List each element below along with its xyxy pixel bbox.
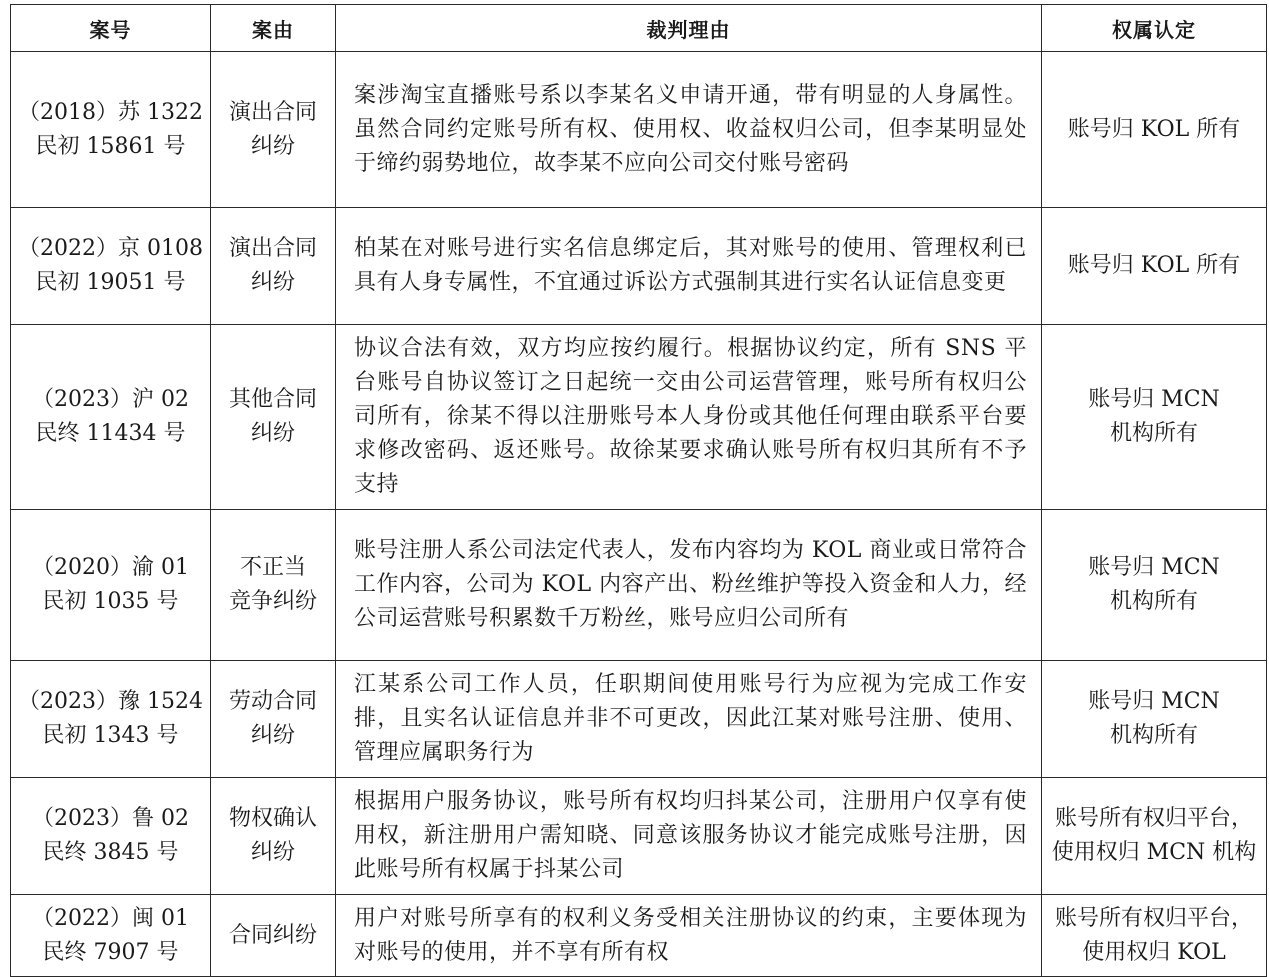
cause-line-1: 物权确认 <box>228 806 317 831</box>
cause-line-2: 纠纷 <box>250 723 295 748</box>
ownership-line-1: 账号所有权归平台， <box>1054 806 1253 831</box>
reasoning-cell: 账号注册人系公司法定代表人，发布内容均为 KOL 商业或日常符合工作内容，公司为 KOL 内容产出、粉丝维护等投入资金和人力，经公司运营账号积累数千万粉丝，账号应归公司所有 <box>336 510 1042 661</box>
case-number-cell <box>11 778 211 895</box>
reasoning-cell: 用户对账号所享有的权利义务受相关注册协议的约束，主要体现为对账号的使用，并不享有所有权 <box>336 895 1042 977</box>
cause-line-1: 其他合同 <box>228 387 317 412</box>
cause-cell <box>211 510 336 661</box>
ownership-line-2: 机构所有 <box>1109 421 1198 446</box>
case-number-line-1: （2023）豫 1524 <box>18 689 203 714</box>
case-number-line-2: 民初 15861 号 <box>35 133 186 159</box>
ownership-cell <box>1042 661 1267 778</box>
cause-line-1: 劳动合同 <box>228 689 317 714</box>
ownership-line-2: 机构所有 <box>1109 723 1198 748</box>
cause-line-1: 合同纠纷 <box>228 922 317 948</box>
case-number-cell <box>11 325 211 510</box>
ownership-line-2: 机构所有 <box>1109 589 1198 614</box>
header-case-no: 案号 <box>11 5 211 52</box>
ownership-line-1: 账号归 MCN <box>1088 555 1220 580</box>
cause-line-2: 纠纷 <box>250 840 295 865</box>
ownership-cell <box>1042 778 1267 895</box>
ownership-line-1: 账号归 MCN <box>1088 689 1220 714</box>
case-number-cell <box>11 510 211 661</box>
case-number-line-2: 民初 19051 号 <box>35 270 186 295</box>
table-row <box>11 325 1267 510</box>
case-number-line-1: （2022）京 0108 <box>18 236 203 261</box>
table-row <box>11 510 1267 661</box>
ownership-line-2: 使用权归 MCN 机构 <box>1051 840 1257 865</box>
cause-line-1: 演出合同 <box>228 99 317 125</box>
reasoning-cell: 根据用户服务协议，账号所有权均归抖某公司，注册用户仅享有使用权，新注册用户需知晓、同意该服务协议才能完成账号注册，因此账号所有权属于抖某公司 <box>336 778 1042 895</box>
cause-cell <box>211 52 336 208</box>
cause-line-2: 纠纷 <box>250 133 295 159</box>
case-number-cell <box>11 895 211 977</box>
table-row <box>11 208 1267 325</box>
case-number-cell <box>11 208 211 325</box>
table-row <box>11 895 1267 977</box>
cause-line-1: 不正当 <box>239 555 306 580</box>
cause-line-2: 纠纷 <box>250 421 295 446</box>
table-row <box>11 778 1267 895</box>
header-row <box>11 5 1267 52</box>
cause-line-1: 演出合同 <box>228 236 317 261</box>
case-number-line-2: 民初 1343 号 <box>42 723 179 748</box>
case-number-line-1: （2020）渝 01 <box>32 555 189 580</box>
ownership-line-2: 使用权归 KOL <box>1082 939 1226 965</box>
ownership-line-1: 账号归 KOL 所有 <box>1067 253 1241 278</box>
case-table-container <box>10 4 1266 977</box>
cause-cell <box>211 208 336 325</box>
cause-cell <box>211 778 336 895</box>
case-number-cell <box>11 52 211 208</box>
cause-cell <box>211 325 336 510</box>
ownership-line-1: 账号归 KOL 所有 <box>1067 116 1241 142</box>
case-number-line-1: （2018）苏 1322 <box>18 99 203 125</box>
ownership-cell <box>1042 895 1267 977</box>
table-row <box>11 661 1267 778</box>
ownership-cell <box>1042 208 1267 325</box>
header-ownership: 权属认定 <box>1042 5 1267 52</box>
cause-line-2: 纠纷 <box>250 270 295 295</box>
reasoning-cell: 案涉淘宝直播账号系以李某名义申请开通，带有明显的人身属性。虽然合同约定账号所有权、使用权、收益权归公司，但李某明显处于缔约弱势地位，故李某不应向公司交付账号密码 <box>336 52 1042 208</box>
ownership-cell <box>1042 52 1267 208</box>
case-number-line-2: 民终 7907 号 <box>42 939 179 965</box>
cause-cell <box>211 895 336 977</box>
ownership-line-1: 账号归 MCN <box>1088 387 1220 412</box>
case-number-line-1: （2023）鲁 02 <box>32 806 189 831</box>
case-number-cell <box>11 661 211 778</box>
case-number-line-2: 民终 3845 号 <box>42 840 179 865</box>
case-table <box>10 4 1267 977</box>
case-number-line-2: 民初 1035 号 <box>42 589 179 614</box>
cause-line-2: 竞争纠纷 <box>228 589 317 614</box>
table-row <box>11 52 1267 208</box>
reasoning-cell: 协议合法有效，双方均应按约履行。根据协议约定，所有 SNS 平台账号自协议签订之日起统一交由公司运营管理，账号所有权归公司所有，徐某不得以注册账号本人身份或其他任何理由联系平台要求修改密码、返还账号。故徐某要求确认账号所有权归其所有不予支持 <box>336 325 1042 510</box>
case-number-line-1: （2022）闽 01 <box>32 905 189 931</box>
header-cause: 案由 <box>211 5 336 52</box>
ownership-cell <box>1042 510 1267 661</box>
case-number-line-1: （2023）沪 02 <box>32 387 189 412</box>
ownership-line-1: 账号所有权归平台， <box>1054 905 1253 931</box>
reasoning-cell: 江某系公司工作人员，任职期间使用账号行为应视为完成工作安排，且实名认证信息并非不可更改，因此江某对账号注册、使用、管理应属职务行为 <box>336 661 1042 778</box>
cause-cell <box>211 661 336 778</box>
ownership-cell <box>1042 325 1267 510</box>
reasoning-cell: 柏某在对账号进行实名信息绑定后，其对账号的使用、管理权利已具有人身专属性，不宜通过诉讼方式强制其进行实名认证信息变更 <box>336 208 1042 325</box>
header-reasoning: 裁判理由 <box>336 5 1042 52</box>
case-number-line-2: 民终 11434 号 <box>35 421 186 446</box>
